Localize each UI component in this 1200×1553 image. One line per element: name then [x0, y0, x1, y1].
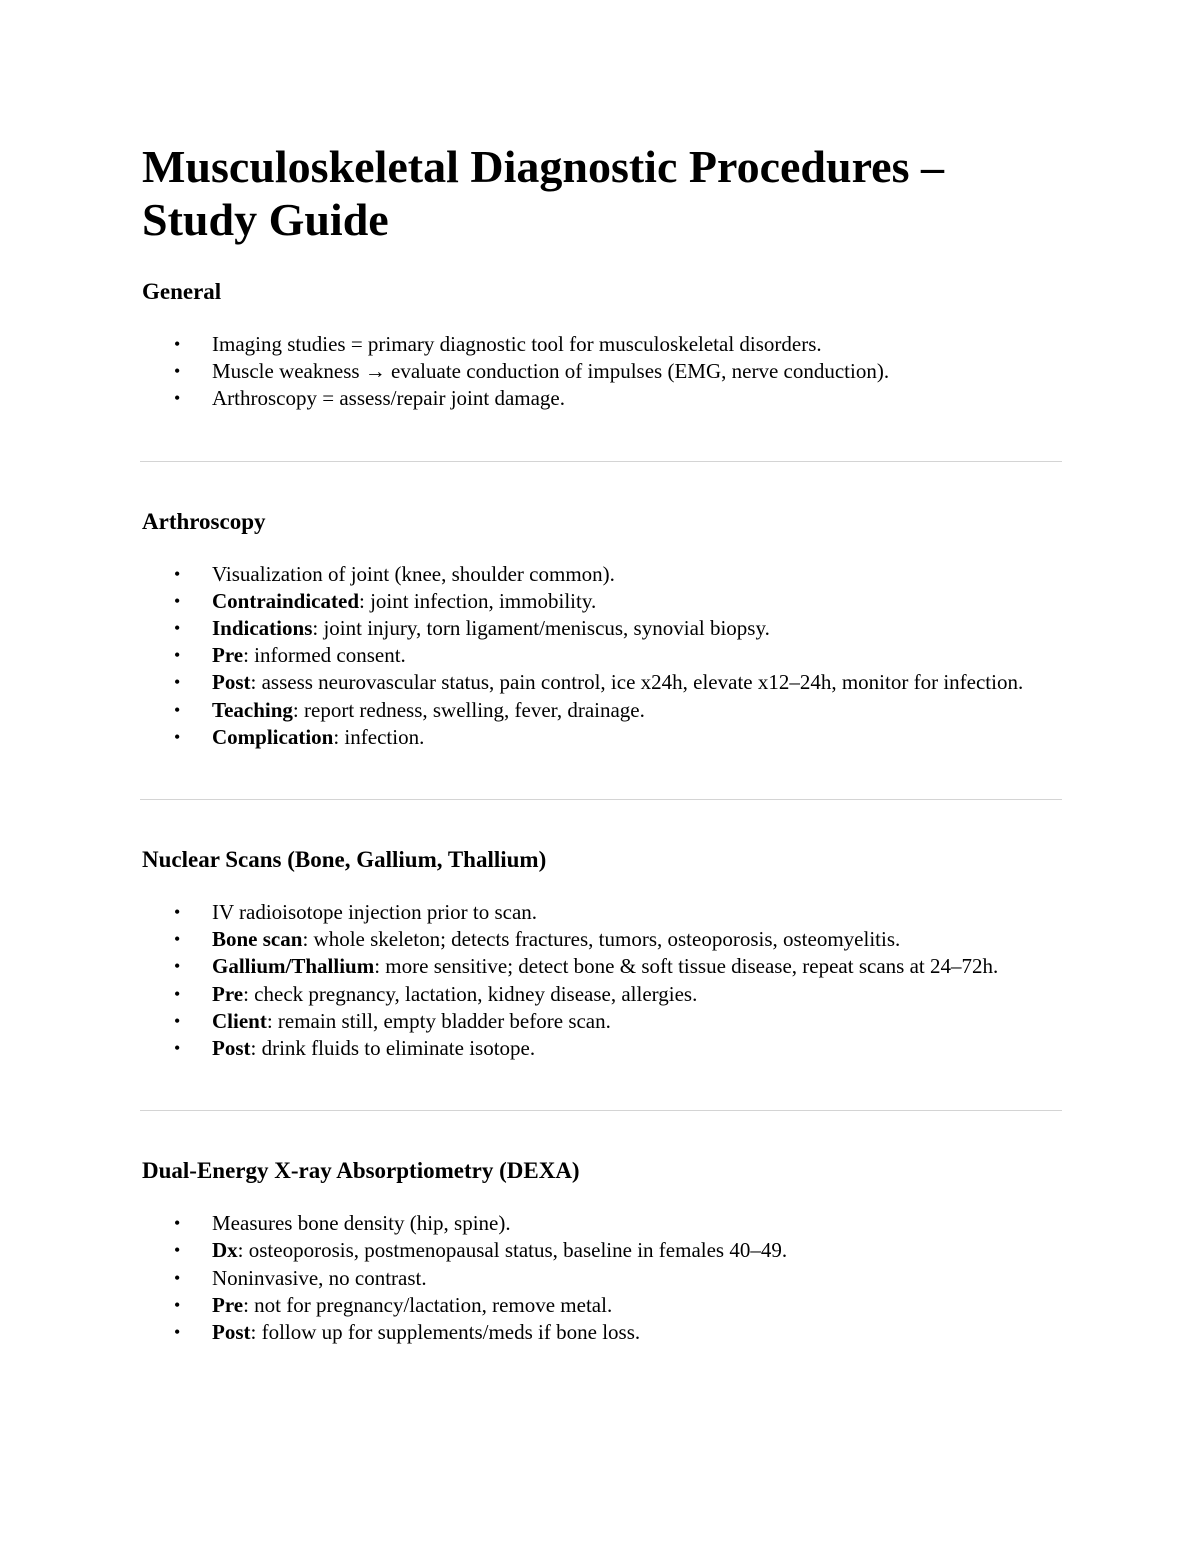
- bullet-icon: •: [174, 983, 181, 1004]
- bullet-icon: •: [174, 645, 181, 666]
- page-title: Musculoskeletal Diagnostic Procedures – Study Guide: [142, 141, 944, 245]
- bullet-icon: •: [174, 1294, 181, 1315]
- bullet-icon: •: [174, 590, 181, 611]
- list-item: • Post: assess neurovascular status, pain control, ice x24h, elevate x12–24h, monitor for infection.: [142, 669, 1060, 696]
- list-item: • Post: drink fluids to eliminate isotope.: [142, 1035, 1060, 1062]
- bullet-icon: •: [174, 563, 181, 584]
- section-general: [142, 278, 1060, 413]
- bullet-icon: •: [174, 1213, 181, 1234]
- bullet-icon: •: [174, 672, 181, 693]
- bullet-icon: •: [174, 618, 181, 639]
- bullet-icon: •: [174, 929, 181, 950]
- list-item: • Post: follow up for supplements/meds if bone loss.: [142, 1319, 1060, 1346]
- bullet-list: [142, 1210, 1060, 1346]
- list-item: • Gallium/Thallium: more sensitive; detect bone & soft tissue disease, repeat scans at 24–72h.: [142, 953, 1060, 980]
- document-page: [142, 140, 1060, 1346]
- list-item: • Indications: joint injury, torn ligament/meniscus, synovial biopsy.: [142, 615, 1060, 642]
- section-heading: General: [142, 279, 222, 304]
- section-heading: Arthroscopy: [142, 508, 266, 534]
- list-item: • Muscle weakness → evaluate conduction of impulses (EMG, nerve conduction).: [142, 358, 1060, 385]
- list-item: • Noninvasive, no contrast.: [142, 1265, 1060, 1292]
- section-arthroscopy: [142, 508, 1060, 751]
- section-dexa: [142, 1157, 1060, 1346]
- list-item: • Visualization of joint (knee, shoulder common).: [142, 561, 1060, 588]
- bullet-icon: •: [174, 1010, 181, 1031]
- section-divider: [140, 461, 1062, 462]
- bullet-icon: •: [174, 334, 181, 354]
- section-heading: Dual-Energy X-ray Absorptiometry (DEXA): [142, 1158, 580, 1184]
- list-item: • Client: remain still, empty bladder before scan.: [142, 1008, 1060, 1035]
- section-nuclear-scans: [142, 846, 1060, 1062]
- bullet-icon: •: [174, 726, 181, 747]
- bullet-icon: •: [174, 1322, 181, 1343]
- list-item: • Complication: infection.: [142, 724, 1060, 751]
- list-item: • Contraindicated: joint infection, immobility.: [142, 588, 1060, 615]
- list-item: • IV radioisotope injection prior to scan.: [142, 899, 1060, 926]
- list-item: • Teaching: report redness, swelling, fever, drainage.: [142, 697, 1060, 724]
- bullet-list: [142, 561, 1060, 751]
- section-heading: Nuclear Scans (Bone, Gallium, Thallium): [142, 847, 547, 873]
- list-item: • Dx: osteoporosis, postmenopausal status, baseline in females 40–49.: [142, 1237, 1060, 1264]
- list-item: • Pre: check pregnancy, lactation, kidney disease, allergies.: [142, 981, 1060, 1008]
- list-item: • Bone scan: whole skeleton; detects fractures, tumors, osteoporosis, osteomyelitis.: [142, 926, 1060, 953]
- bullet-icon: •: [174, 699, 181, 720]
- bullet-icon: •: [174, 1038, 181, 1059]
- bullet-icon: •: [174, 1267, 181, 1288]
- section-divider: [140, 799, 1062, 800]
- section-divider: [140, 1110, 1062, 1111]
- bullet-list: [142, 899, 1060, 1062]
- list-item: • Pre: not for pregnancy/lactation, remove metal.: [142, 1292, 1060, 1319]
- bullet-icon: •: [174, 361, 181, 382]
- list-item: • Imaging studies = primary diagnostic tool for musculoskeletal disorders.: [142, 331, 1060, 358]
- list-item: • Measures bone density (hip, spine).: [142, 1210, 1060, 1237]
- bullet-icon: •: [174, 1240, 181, 1261]
- list-item: • Arthroscopy = assess/repair joint damage.: [142, 385, 1060, 412]
- bullet-icon: •: [174, 956, 181, 977]
- bullet-list: [142, 331, 1060, 413]
- bullet-icon: •: [174, 902, 181, 923]
- list-item: • Pre: informed consent.: [142, 642, 1060, 669]
- bullet-icon: •: [174, 388, 181, 409]
